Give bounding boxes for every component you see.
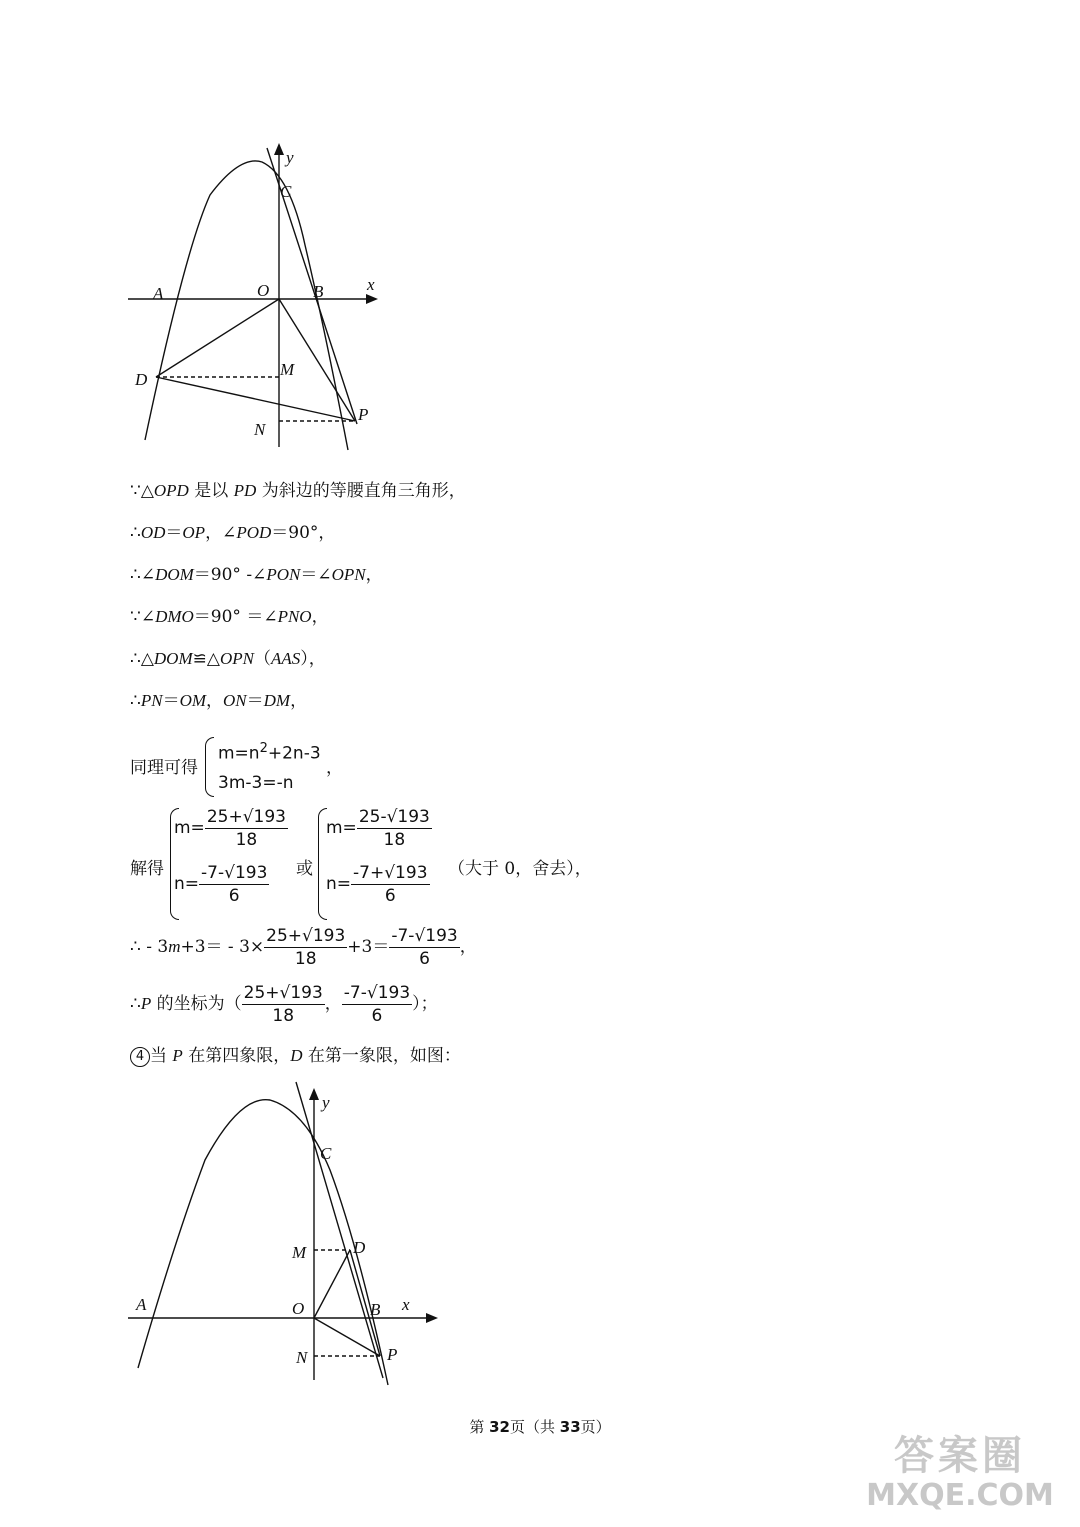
line-3: ∴∠DOM＝90° -∠PON＝∠OPN，	[130, 565, 383, 585]
segment-od-2	[314, 1250, 350, 1318]
solve-prefix: 解得	[130, 859, 164, 879]
parabola	[145, 161, 348, 450]
label-c: C	[280, 182, 292, 201]
label-m: M	[280, 360, 295, 379]
solve-set-1: m= $\frac{25+√193}{18}$ n= $\frac{-7-√193}{6}$	[174, 807, 286, 906]
label-b: B	[313, 282, 324, 301]
solve-note: （大于 0，舍去），	[448, 859, 592, 879]
system-prefix: 同理可得	[130, 758, 198, 778]
system-block	[130, 735, 430, 799]
label-a: A	[153, 284, 164, 303]
line-4: ∵∠DMO＝90° ＝∠PNO，	[130, 607, 329, 627]
label-d-2: D	[353, 1238, 366, 1257]
line-1: ∵△OPD 是以 PD 为斜边的等腰直角三角形，	[130, 481, 466, 501]
line-cp-2	[296, 1082, 383, 1378]
label-n: N	[254, 420, 266, 439]
watermark	[860, 1433, 1060, 1513]
label-a-2: A	[136, 1295, 147, 1314]
watermark-brand: 答案圈	[894, 1433, 1026, 1479]
figure-2	[0, 1080, 1080, 1400]
x-axis-arrow	[366, 294, 378, 304]
label-y: y	[286, 148, 294, 167]
system-eq1: $m=n^2+2n-3$	[218, 741, 321, 764]
circle-number: 4	[130, 1047, 150, 1067]
watermark-url: MXQE.COM	[866, 1478, 1054, 1513]
label-x: x	[367, 275, 375, 294]
system-eq2: 3m-3=-n	[218, 773, 294, 793]
calc-line: ∴ - 3m+3＝ - 3× $\frac{25+√193}{18}$ +3＝ $\frac{-7-√193}{6}$ ，	[130, 926, 477, 969]
label-o: O	[257, 281, 270, 300]
parabola-2	[138, 1100, 388, 1385]
solve-or: 或	[296, 859, 313, 879]
page-footer: 第 32页（共 33页）	[469, 1418, 611, 1436]
label-y-2: y	[322, 1093, 330, 1112]
case4-line: 4 当 P 在第四象限，D 在第一象限，如图：	[130, 1045, 461, 1067]
label-c-2: C	[320, 1144, 332, 1163]
system-brace	[205, 737, 214, 797]
coord-line: ∴P 的坐标为（ $\frac{25+√193}{18}$ ， $\frac{-7-√193}{6}$ ）；	[130, 983, 438, 1026]
system-suffix: ，	[326, 758, 343, 778]
figure-1	[0, 0, 1080, 470]
line-6: ∴PN＝OM，ON＝DM，	[130, 691, 308, 711]
label-n-2: N	[296, 1348, 308, 1367]
label-p: P	[358, 405, 369, 424]
line-2: ∴OD＝OP，∠POD＝90°，	[130, 523, 336, 543]
segment-op-2	[314, 1318, 380, 1356]
line-5: ∴△DOM≌△OPN（AAS），	[130, 649, 326, 669]
solve-block	[130, 806, 610, 922]
label-o-2: O	[292, 1299, 305, 1318]
solve-set-2: m= $\frac{25-√193}{18}$ n= $\frac{-7+√193}{6}$	[326, 807, 430, 906]
label-p-2: P	[387, 1345, 398, 1364]
label-x-2: x	[402, 1295, 410, 1314]
y-axis-arrow	[274, 143, 284, 155]
y-axis-arrow-2	[309, 1088, 319, 1100]
label-m-2: M	[292, 1243, 307, 1262]
segment-dp	[156, 377, 355, 421]
label-d: D	[135, 370, 148, 389]
x-axis-arrow-2	[426, 1313, 438, 1323]
label-b-2: B	[370, 1300, 381, 1319]
